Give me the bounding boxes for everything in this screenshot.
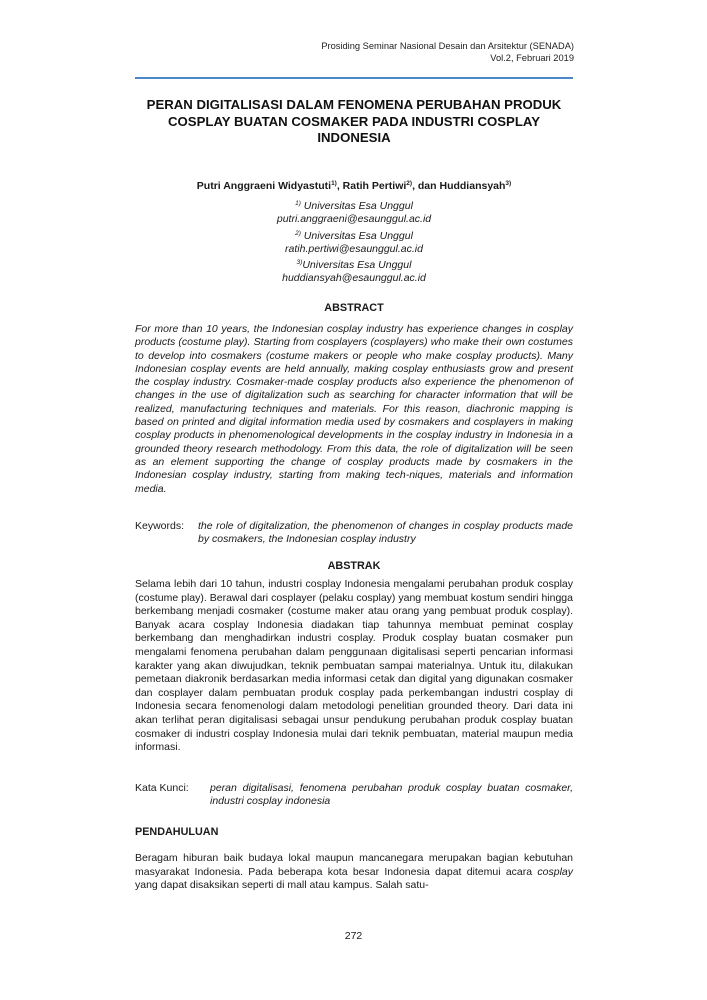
keywords-label: Keywords: <box>135 520 185 532</box>
affiliation-2-mark: 2) <box>295 229 301 237</box>
introduction-body <box>135 852 573 893</box>
affiliation-1-email: putri.anggraeni@esaunggul.ac.id <box>276 213 432 226</box>
running-header <box>321 41 574 64</box>
author-1: Putri Anggraeni Widyastuti <box>196 180 332 192</box>
keywords-text: the role of digitalization, the phenomenon of changes in cosplay products made by cosmakers, the Indonesian cosplay industry <box>198 520 573 546</box>
affiliation-3-email: huddiansyah@esaunggul.ac.id <box>282 272 426 285</box>
affiliation-1 <box>135 197 573 213</box>
affiliation-2 <box>135 227 573 243</box>
header-divider <box>135 77 573 79</box>
introduction-text-italic: cosplay <box>537 865 573 878</box>
abstrak-heading: ABSTRAK <box>327 560 381 572</box>
author-1-mark: 1) <box>331 180 337 187</box>
author-2: , Ratih Pertiwi <box>336 180 407 192</box>
author-3: , dan Huddiansyah <box>412 180 506 192</box>
keywords <box>135 520 573 547</box>
author-2-mark: 2) <box>406 180 413 187</box>
author-3-mark: 3) <box>505 180 512 187</box>
affiliation-1-mark: 1) <box>295 200 301 207</box>
header-volume: Vol.2, Februari 2019 <box>490 52 574 63</box>
abstract-body: For more than 10 years, the Indonesian cosplay industry has experience changes in cosplay products (costume play). Starting from cosplayers (cosplayers) who make their own costumes to develop into cosmakers (costume makers or people who make cosplay products). Many Indonesian cosplay events are held annually, making cosplay enthusiasts grow and present the cosplay industry. Cosmaker-made cosplay products also experience the phenomenon of changes in the use of digitalization such as searching for character information that will be realized, manufacturing techniques and materials. For this reason, diachronic mapping is based on printed and digital information media used by cosmakers and cosplayers in making cosplay products in phenomenological developments in the cosplay industry in Indonesia in a grounded theory research methodology. From this data, the role of digitalization will be seen as an element supporting the change of cosplay products made by cosmakers in the Indonesian cosplay industry, starting from making tech-niques, materials and information media. <box>135 323 573 495</box>
affiliation-2-email: ratih.pertiwi@esaunggul.ac.id <box>285 242 423 255</box>
affiliation-3-mark: 3) <box>296 259 303 267</box>
abstract-heading: ABSTRACT <box>324 302 384 314</box>
page-number: 272 <box>344 930 363 942</box>
abstrak-body: Selama lebih dari 10 tahun, industri cosplay Indonesia mengalami perubahan produk cosplay (costume play). Berawal dari cosplayer (pelaku cosplay) yang membuat kostum sendiri hingga berkembang menjadi cosmaker (costume maker atau orang yang pembuat produk cosplay). Banyak acara cosplay Indonesia diadakan tiap tahunnya membuat peminat cosplay berkembang dan menghadirkan industri cosplay. Produk cosplay buatan cosmaker pun mengalami fenomena perubahan dalam penggunaan digitalisasi seperti pencarian informasi karakter yang akan diwujudkan, teknik pembuatan sampai materialnya. Untuk itu, dilakukan pemetaan diakronik berdasarkan media informasi cetak dan digital yang digunakan cosmaker dan cosplayer dalam pembuatan produk cosplay pada perkembangan industri cosplay di Indonesia secara fenomenologi dalam metodologi penelitian grounded theory. Dari data ini akan terlihat peran digitalisasi sebagai unsur pendukung perubahan produk cosplay buatan cosmaker di industri cosplay Indonesia mulai dari teknik pembuatan, material maupun media informasi. <box>135 578 573 754</box>
affiliation-2-institution: Universitas Esa Unggul <box>300 229 413 242</box>
kata-kunci <box>135 782 573 809</box>
author-list <box>135 177 573 193</box>
paper-title: PERAN DIGITALISASI DALAM FENOMENA PERUBAHAN PRODUK COSPLAY BUATAN COSMAKER PADA INDUSTRI COSPLAY INDONESIA <box>146 97 562 145</box>
introduction-text-1: Beragam hiburan baik budaya lokal maupun mancanegara merupakan bagian kebutuhan masyarakat Indonesia. Pada beberapa kota besar Indonesia dapat ditemui acara <box>135 852 573 878</box>
introduction-text-2: yang dapat disaksikan seperti di mall atau kampus. Salah satu- <box>135 879 429 892</box>
kata-kunci-label: Kata Kunci: <box>135 782 189 794</box>
affiliation-1-institution: Universitas Esa Unggul <box>300 200 413 212</box>
header-proceedings-name: Prosiding Seminar Nasional Desain dan Arsitektur (SENADA) <box>321 41 574 51</box>
affiliation-3-institution: Universitas Esa Unggul <box>302 259 412 272</box>
affiliation-3 <box>135 256 573 272</box>
introduction-heading: PENDAHULUAN <box>135 826 219 838</box>
affiliations <box>135 197 573 286</box>
kata-kunci-text: peran digitalisasi, fenomena perubahan produk cosplay buatan cosmaker, industri cosplay indonesia <box>210 782 573 808</box>
